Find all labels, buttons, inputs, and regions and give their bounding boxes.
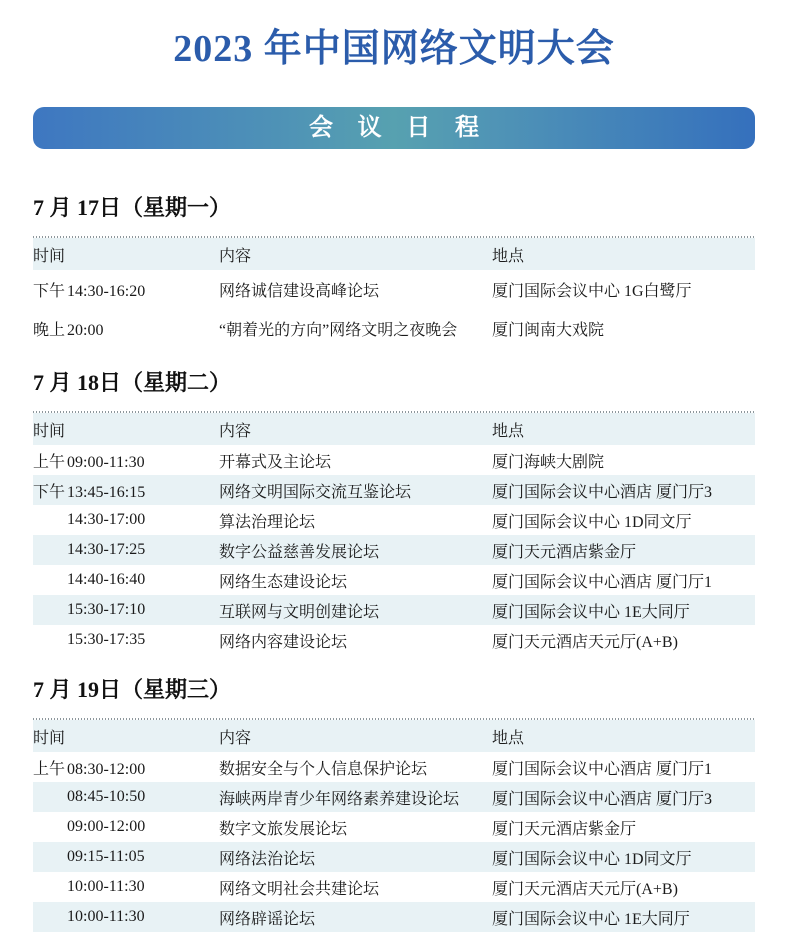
time-cell: [33, 571, 219, 589]
schedule-row: [33, 782, 755, 812]
event-name: 网络法治论坛: [219, 850, 316, 868]
day-heading: 7 月 18日（星期二）: [33, 370, 232, 395]
schedule-sections: [33, 193, 755, 932]
schedule-table: [33, 236, 755, 348]
schedule-row: [33, 812, 755, 842]
schedule-row: [33, 752, 755, 782]
event-name: 数字公益慈善发展论坛: [219, 543, 380, 561]
event-name: 网络辟谣论坛: [219, 910, 316, 928]
event-name: 海峡两岸青少年网络素养建设论坛: [219, 790, 460, 808]
time-range: 09:15-11:05: [67, 848, 145, 865]
banner-label: 会 议 日 程: [308, 114, 488, 141]
time-period-prefix: 上午: [33, 760, 66, 778]
time-cell: [33, 756, 219, 779]
time-period-prefix: 晚上: [33, 322, 66, 339]
time-range: 20:00: [67, 322, 104, 339]
time-cell: [33, 317, 219, 340]
time-cell: [33, 541, 219, 559]
event-name: 网络文明国际交流互鉴论坛: [219, 483, 412, 501]
event-location: 厦门国际会议中心 1G白鹭厅: [492, 283, 692, 300]
time-cell: [33, 788, 219, 806]
event-name: 网络内容建设论坛: [219, 633, 348, 651]
time-range: 14:30-16:20: [67, 283, 146, 300]
time-cell: [33, 631, 219, 649]
schedule-row: [33, 902, 755, 932]
event-location: 厦门天元酒店天元厅(A+B): [492, 633, 678, 651]
event-location: 厦门国际会议中心 1E大同厅: [492, 910, 690, 928]
schedule-row: [33, 270, 755, 309]
page-title: 2023 年中国网络文明大会: [173, 28, 615, 70]
day-section: [33, 193, 755, 348]
event-location: 厦门天元酒店紫金厅: [492, 543, 637, 561]
column-header-location: 地点: [492, 247, 525, 265]
table-header-row: [33, 413, 755, 445]
time-range: 08:45-10:50: [67, 788, 146, 805]
event-name: 互联网与文明创建论坛: [219, 603, 380, 621]
event-location: 厦门国际会议中心 1D同文厅: [492, 850, 692, 868]
event-location: 厦门闽南大戏院: [492, 322, 605, 339]
schedule-row: [33, 535, 755, 565]
column-header-time: 时间: [33, 247, 66, 265]
time-period-prefix: 下午: [33, 483, 66, 501]
schedule-row: [33, 445, 755, 475]
conference-schedule-page: [33, 24, 755, 932]
schedule-row: [33, 309, 755, 348]
event-location: 厦门天元酒店天元厅(A+B): [492, 880, 678, 898]
schedule-row: [33, 872, 755, 902]
event-name: 网络文明社会共建论坛: [219, 880, 380, 898]
event-name: 网络生态建设论坛: [219, 573, 348, 591]
event-name: 开幕式及主论坛: [219, 453, 332, 471]
event-name: 网络诚信建设高峰论坛: [219, 283, 380, 300]
time-range: 10:00-11:30: [67, 908, 145, 925]
time-cell: [33, 848, 219, 866]
schedule-table: [33, 718, 755, 932]
day-heading: 7 月 19日（星期三）: [33, 677, 232, 702]
schedule-row: [33, 475, 755, 505]
day-section: [33, 368, 755, 655]
table-header-row: [33, 238, 755, 270]
day-heading: 7 月 17日（星期一）: [33, 195, 232, 220]
event-location: 厦门国际会议中心 1E大同厅: [492, 603, 690, 621]
schedule-row: [33, 842, 755, 872]
time-range: 15:30-17:35: [67, 631, 146, 648]
event-location: 厦门国际会议中心酒店 厦门厅1: [492, 760, 713, 778]
day-section: [33, 675, 755, 932]
schedule-row: [33, 505, 755, 535]
column-header-time: 时间: [33, 729, 66, 747]
event-name: 算法治理论坛: [219, 513, 316, 531]
time-cell: [33, 878, 219, 896]
event-name: 数据安全与个人信息保护论坛: [219, 760, 428, 778]
time-range: 14:40-16:40: [67, 571, 146, 588]
time-range: 09:00-12:00: [67, 818, 146, 835]
event-location: 厦门海峡大剧院: [492, 453, 605, 471]
event-location: 厦门国际会议中心酒店 厦门厅3: [492, 790, 713, 808]
time-range: 14:30-17:00: [67, 511, 146, 528]
column-header-content: 内容: [219, 247, 252, 265]
time-cell: [33, 449, 219, 472]
column-header-time: 时间: [33, 422, 66, 440]
time-cell: [33, 818, 219, 836]
event-location: 厦门国际会议中心酒店 厦门厅3: [492, 483, 713, 501]
time-range: 15:30-17:10: [67, 601, 146, 618]
time-range: 10:00-11:30: [67, 878, 145, 895]
table-header-row: [33, 720, 755, 752]
column-header-content: 内容: [219, 422, 252, 440]
column-header-location: 地点: [492, 729, 525, 747]
time-period-prefix: 下午: [33, 283, 66, 300]
event-location: 厦门天元酒店紫金厅: [492, 820, 637, 838]
event-name: “朝着光的方向”网络文明之夜晚会: [219, 322, 458, 339]
column-header-content: 内容: [219, 729, 252, 747]
schedule-row: [33, 595, 755, 625]
time-cell: [33, 479, 219, 502]
event-location: 厦门国际会议中心 1D同文厅: [492, 513, 692, 531]
time-cell: [33, 908, 219, 926]
time-cell: [33, 511, 219, 529]
schedule-row: [33, 625, 755, 655]
event-name: 数字文旅发展论坛: [219, 820, 348, 838]
time-range: 13:45-16:15: [67, 483, 146, 501]
time-range: 08:30-12:00: [67, 760, 146, 778]
time-range: 09:00-11:30: [67, 453, 145, 471]
schedule-banner: [33, 107, 755, 149]
schedule-row: [33, 565, 755, 595]
time-range: 14:30-17:25: [67, 541, 146, 558]
time-period-prefix: 上午: [33, 453, 66, 471]
time-cell: [33, 601, 219, 619]
column-header-location: 地点: [492, 422, 525, 440]
event-location: 厦门国际会议中心酒店 厦门厅1: [492, 573, 713, 591]
time-cell: [33, 278, 219, 301]
schedule-table: [33, 411, 755, 655]
